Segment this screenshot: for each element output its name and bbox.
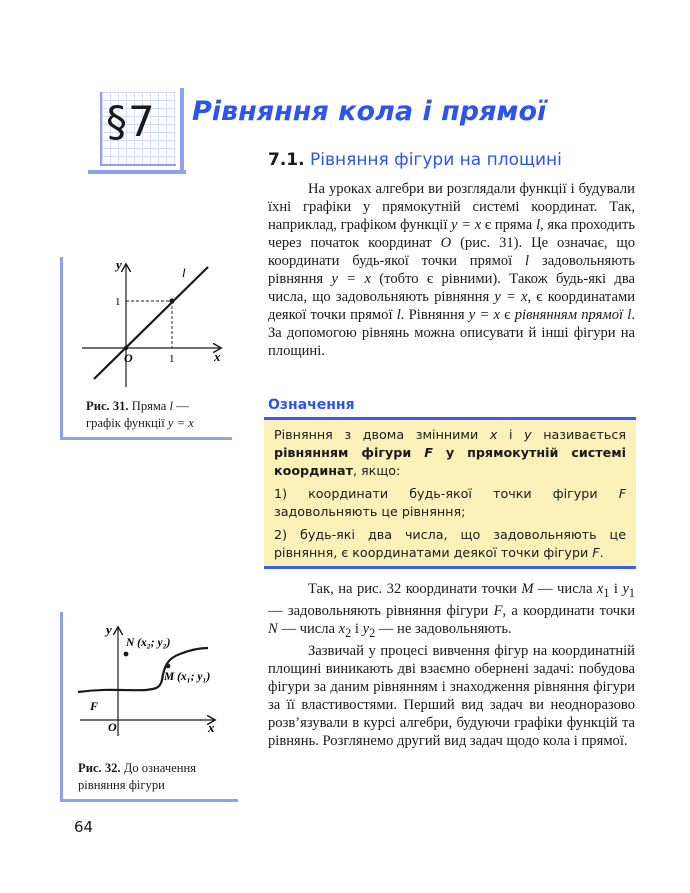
origin-point xyxy=(124,346,128,350)
figure31-graph xyxy=(68,255,238,395)
point-label-n: N (x₂; y₂) xyxy=(126,637,171,649)
point-n xyxy=(124,652,129,657)
line-label-l: l xyxy=(182,265,186,280)
origin-label: O xyxy=(124,351,133,365)
point-1-1 xyxy=(169,298,174,303)
point-m xyxy=(166,664,171,669)
figure32-caption: Рис. 32. До означення рівняння фігури xyxy=(78,761,197,792)
subsection-heading: Рівняння фігури на площині xyxy=(309,150,562,170)
point-label-m: M (x₁; y₁) xyxy=(164,671,211,683)
axis-label-x: x xyxy=(208,720,215,735)
paragraph-intro: На уроках алгебри ви розглядали функції і будували їхні графіки у прямокутній системі координат. Так, наприклад, графіком функції y = x є пряма l, яка проходить через початок координат O (рис. 31). Це означає, що координати будь-якої точки прямої l задовольняють рівняння y = x (тобто є рівними). Також будь-які два числа, що задовольняють рівняння y = x, є координатами деякої точки прямої l. Рівняння y = x є рівнянням прямої l. За допомогою рівнянь можна описувати й інші фігури на площині. xyxy=(268,181,635,359)
subsection-title xyxy=(268,150,562,170)
chapter-title: Рівняння кола і прямої xyxy=(192,96,547,127)
emphasis-term: рівнянням прямої l xyxy=(514,307,632,323)
origin-label: O xyxy=(108,720,117,734)
paragraph-example: Так, на рис. 32 координати точки M — числа $x_1$ і $y_1$ — задовольняють рівняння фігури F, а координати точки N — числа $x_2$ і $y_2$ — не задовольняють. Зазвичай у процесі вивчення фігур на координатній площині виникають дві взаємно обернені задачі: побудова фігури за даним рівнянням і знаходження рівняння фігури за її властивостями. Перший вид задач ви неодноразово розв’язували в курсі алгебри, будуючи графіки функцій та рівнянь. Розглянемо другий вид задач щодо кола і прямої. xyxy=(268,581,636,749)
figure31-caption: Рис. 31. Пряма l — графік функції y = x xyxy=(86,399,194,430)
figure-f-curve xyxy=(78,648,208,692)
tick-label-y: 1 xyxy=(115,296,121,308)
line-l xyxy=(94,267,208,379)
paragraph-tasks: Зазвичай у процесі вивчення фігур на координатній площині виникають дві взаємно обернені задачі: побудова фігури за даним рівнянням і знаходження рівняння фігури за її властивостями. Перший вид задач ви неодноразово розв’язували в курсі алгебри, будуючи графіки функцій та рівнянь. Розглянемо другий вид задач щодо кола і прямої. xyxy=(268,642,635,749)
figure-label-f: F xyxy=(90,699,99,713)
page-number: 64 xyxy=(74,818,94,836)
figure31-frame-left xyxy=(60,257,63,440)
definition-text: Рівняння з двома змінними x і y називається рівнянням фігури F у прямокутній системі координат, якщо: 1) координати будь-якої точки фігури F задовольняють це рівняння; 2) будь-які два числа, що задовольняють це рівняння, є координатами деякої точки фігури F. xyxy=(274,427,626,560)
axis-label-y: y xyxy=(106,622,112,637)
section-sign: §7 xyxy=(106,97,156,146)
section-frame-horizontal xyxy=(88,170,186,174)
figure32-graph xyxy=(68,618,238,743)
axis-label-y: y xyxy=(116,257,122,272)
axis-label-x: x xyxy=(214,349,221,364)
subsection-number: 7.1. xyxy=(268,150,305,170)
figure31-frame-bottom xyxy=(60,437,232,440)
tick-label-x: 1 xyxy=(169,353,175,365)
section-frame-vertical xyxy=(180,88,184,174)
figure32-frame-left xyxy=(60,612,63,802)
figure32-frame-bottom xyxy=(60,799,238,802)
definition-label: Означення xyxy=(268,397,355,413)
